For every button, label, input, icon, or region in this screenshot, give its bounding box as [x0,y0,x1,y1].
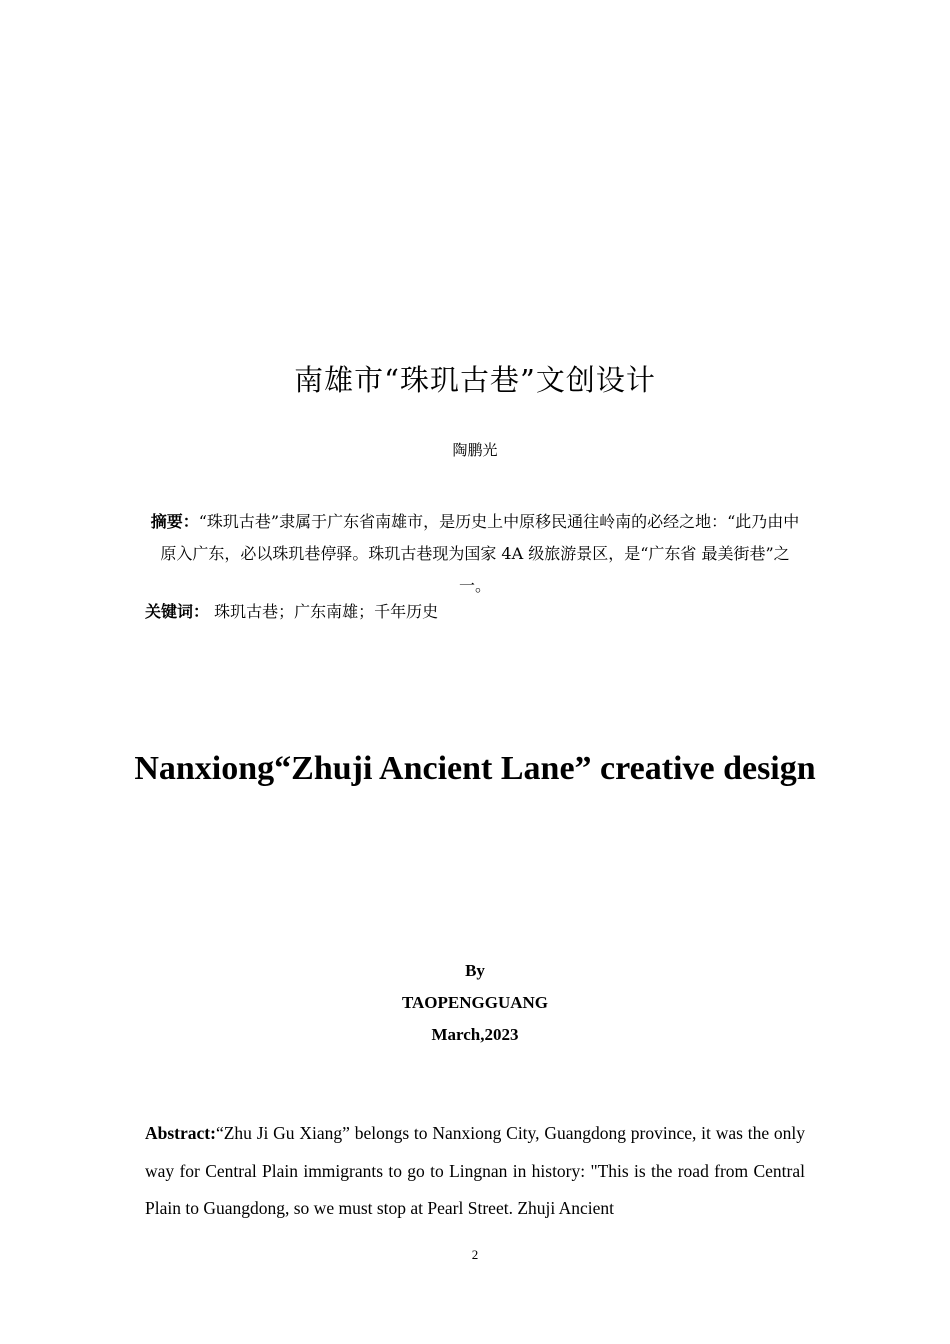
page-number: 2 [471,1247,479,1262]
english-abstract-text: “Zhu Ji Gu Xiang” belongs to Nanxiong City, Guangdong province, it was the only way for Central Plain immigrants to go to Lingnan in history: "This is the road from Central Plain to Guangdong, so we must stop at Pearl Street. Zhuji Ancient [145,1123,805,1218]
chinese-abstract-label: 摘要： [150,512,199,531]
publication-date: March,2023 [431,1025,519,1044]
english-abstract [145,1115,805,1228]
chinese-author: 陶鹏光 [452,441,498,459]
chinese-abstract [145,506,805,602]
chinese-keywords-text: 珠玑古巷；广东南雄；千年历史 [214,602,439,621]
english-title: Nanxiong“Zhuji Ancient Lane” creative design [134,750,816,787]
chinese-title: 南雄市“珠玑古巷”文创设计 [294,363,656,397]
chinese-abstract-text: “珠玑古巷”隶属于广东省南雄市，是历史上中原移民通往岭南的必经之地：“此乃由中原入广东，必以珠玑巷停驿。珠玑古巷现为国家 4A 级旅游景区，是“广东省 最美街巷”之一。 [160,512,800,595]
english-author: TAOPENGGUANG [401,993,549,1012]
chinese-keywords-label: 关键词： [145,602,210,621]
english-abstract-label: Abstract: [145,1123,216,1143]
byline-by: By [465,961,485,980]
chinese-keywords [145,598,805,626]
